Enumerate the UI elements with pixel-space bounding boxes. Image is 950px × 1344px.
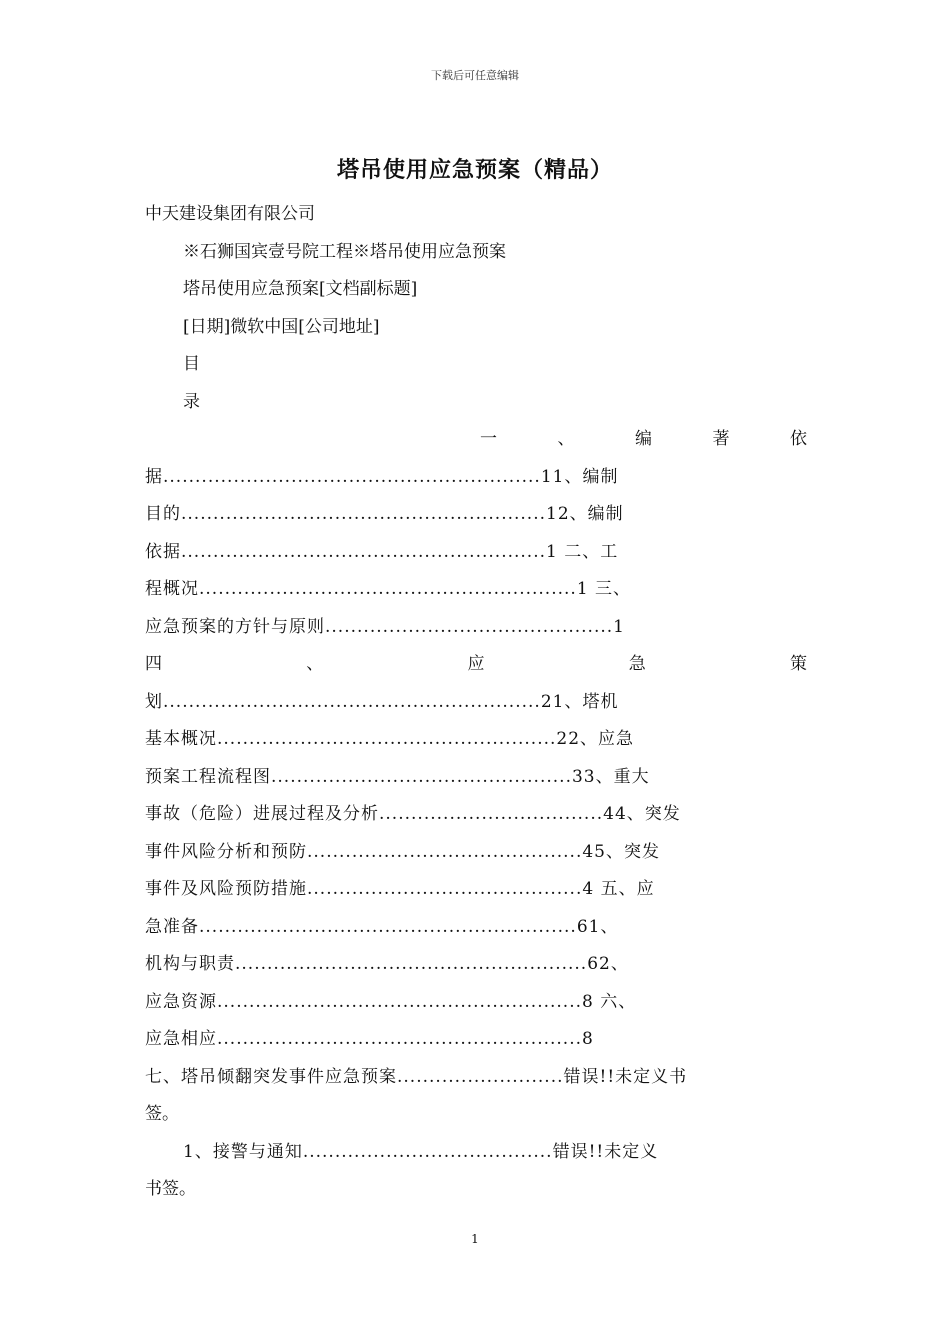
spread-char: 一	[480, 429, 497, 449]
document-title: 塔吊使用应急预案（精品）	[336, 157, 613, 183]
toc-line: 事故（危险）进展过程及分析...................................44、突发	[145, 804, 681, 824]
toc-line: 目的.........................................................12、编制	[145, 504, 624, 524]
project-line: ※石狮国宾壹号院工程※塔吊使用应急预案	[183, 241, 506, 262]
toc-line: 事件风险分析和预防...........................................45、突发	[145, 841, 660, 862]
header-note: 下载后可任意编辑	[431, 69, 519, 82]
document-body	[145, 196, 807, 1209]
toc-line: 机构与职责.......................................................62、	[145, 954, 629, 974]
toc-heading-char-1: 目	[183, 354, 200, 374]
toc-line: 据...........................................................11、编制	[145, 466, 619, 487]
toc-subitem-line: 1、接警与通知.......................................错误!!未定义	[183, 1141, 659, 1162]
subtitle-line: 塔吊使用应急预案[文档副标题]	[183, 279, 418, 299]
toc-line: 事件及风险预防措施...........................................4 五、应	[145, 879, 655, 899]
spread-char: 策	[790, 654, 807, 674]
toc-spread-line-2	[145, 646, 807, 684]
page-number: 1	[471, 1232, 479, 1246]
spread-char: 依	[790, 429, 807, 449]
spread-char: 著	[712, 429, 730, 449]
spread-char: 急	[628, 654, 646, 674]
spread-char: 、	[306, 654, 324, 674]
company-line: 中天建设集团有限公司	[145, 204, 315, 224]
toc-line: 签。	[145, 1104, 179, 1124]
toc-line: 划...........................................................21、塔机	[145, 691, 619, 712]
date-line: [日期]微软中国[公司地址]	[183, 316, 380, 337]
toc-spread-line-1	[145, 421, 807, 459]
toc-line: 应急预案的方针与原则.............................................1	[145, 616, 625, 637]
toc-line: 依据.........................................................1 二、工	[145, 541, 619, 562]
toc-line: 急准备...........................................................61、	[145, 916, 619, 937]
toc-line: 应急资源.........................................................8 六、	[145, 991, 637, 1012]
toc-line: 应急相应.........................................................8	[145, 1029, 594, 1049]
toc-line: 程概况...........................................................1 三、	[145, 579, 632, 599]
toc-line: 预案工程流程图...............................................33、重大	[145, 766, 650, 787]
toc-heading-char-2: 录	[183, 391, 200, 412]
spread-char: 编	[635, 429, 652, 449]
toc-subitem-line: 书签。	[145, 1179, 196, 1199]
toc-line: 基本概况.....................................................22、应急	[145, 729, 635, 749]
spread-char: 四	[145, 654, 162, 674]
spread-char: 应	[467, 654, 485, 674]
toc-line: 七、塔吊倾翻突发事件应急预案..........................错误!!未定义书	[145, 1066, 688, 1087]
spread-char: 、	[557, 429, 575, 449]
